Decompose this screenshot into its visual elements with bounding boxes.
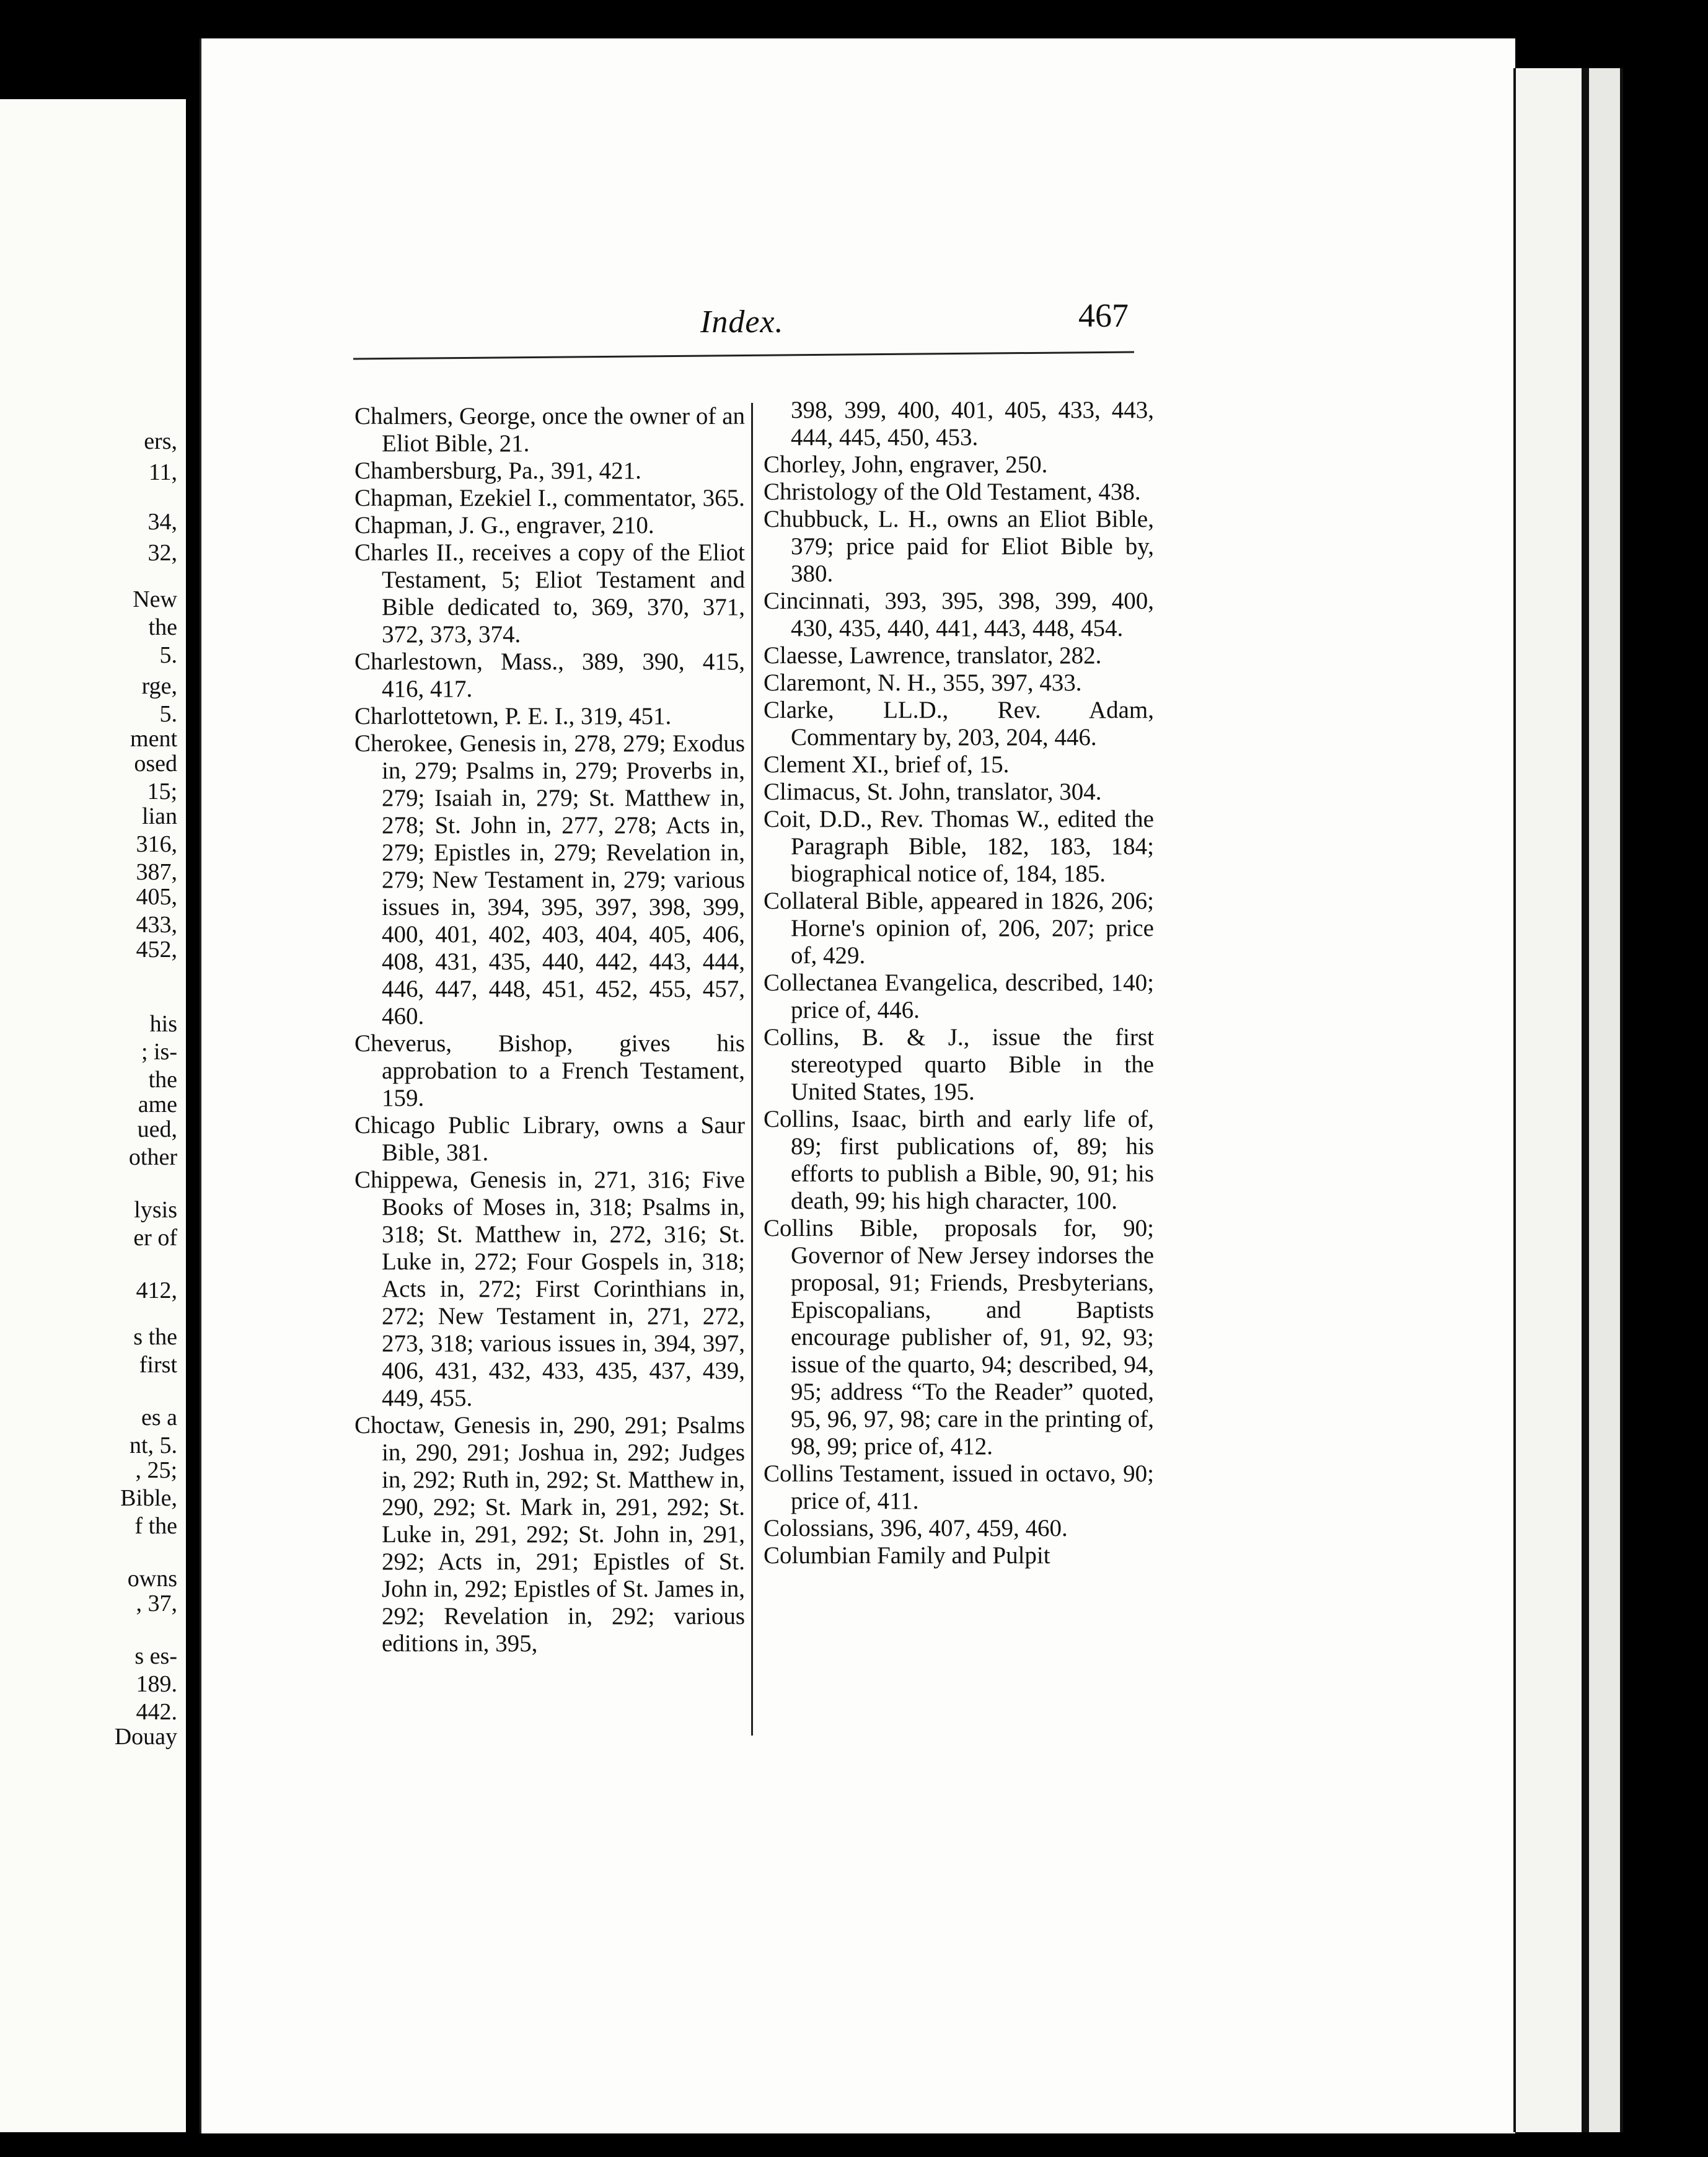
index-entry: Collins Testament, issued in octavo, 90; price of, 411. — [764, 1460, 1154, 1514]
index-entry: Claesse, Lawrence, translator, 282. — [764, 642, 1102, 669]
index-entry: Charlestown, Mass., 389, 390, 415, 416, 417. — [354, 648, 745, 702]
previous-page-line-end: 316, — [136, 831, 177, 857]
previous-page-line-end: osed — [134, 751, 177, 777]
previous-page-line-end: Douay — [114, 1724, 177, 1750]
index-entry: Collectanea Evangelica, described, 140; price of, 446. — [764, 969, 1154, 1023]
previous-page-line-end: ame — [138, 1092, 177, 1118]
index-entry: Charlottetown, P. E. I., 319, 451. — [354, 703, 672, 730]
previous-page-fragment — [0, 99, 186, 2132]
previous-page-line-end: 189. — [136, 1671, 177, 1697]
previous-page-line-end: es a — [141, 1405, 177, 1431]
index-entry: Collins, B. & J., issue the first stereotyped quarto Bible in the United States, 195. — [764, 1024, 1154, 1105]
previous-page-line-end: 5. — [159, 642, 177, 668]
index-entry: Chorley, John, engraver, 250. — [764, 451, 1048, 478]
index-entry: Collins Bible, proposals for, 90; Governor of New Jersey indorses the proposal, 91; Friends, Presbyterians, Episcopalians, and Baptists encourage publisher of, 91, 92, 93; issue of the quarto, 94; described, 94, 95; address “To the Reader” quoted, 95, 96, 97, 98; care in the printing of, 98, 99; price of, 412. — [764, 1215, 1154, 1460]
previous-page-line-end: lysis — [134, 1197, 177, 1223]
previous-page-line-end: 15; — [147, 779, 177, 805]
previous-page-line-end: Bible, — [120, 1485, 177, 1511]
previous-page-line-end: 442. — [136, 1699, 177, 1725]
index-entry: Chippewa, Genesis in, 271, 316; Five Books of Moses in, 318; Psalms in, 318; St. Matthew in, 272, 316; St. Luke in, 272; Four Gospels in, 318; Acts in, 272; First Corinthians in, 272; New Testament in, 271, 272, 273, 318; various issues in, 394, 397, 406, 431, 432, 433, 435, 437, 439, 449, 455. — [354, 1167, 745, 1411]
index-entry: Coit, D.D., Rev. Thomas W., edited the Paragraph Bible, 182, 183, 184; biographical notice of, 184, 185. — [764, 806, 1154, 887]
index-entry: Chubbuck, L. H., owns an Eliot Bible, 379; price paid for Eliot Bible by, 380. — [764, 506, 1154, 587]
index-entry: Collateral Bible, appeared in 1826, 206; Horne's opinion of, 206, 207; price of, 429. — [764, 888, 1154, 969]
previous-page-line-end: lian — [142, 803, 177, 829]
previous-page-line-end: 34, — [147, 509, 177, 535]
running-head: Index. — [700, 304, 784, 340]
previous-page-line-end: 387, — [136, 859, 177, 885]
index-entry: Cherokee, Genesis in, 278, 279; Exodus in, 279; Psalms in, 279; Proverbs in, 279; Isaiah in, 279; St. Matthew in, 278; St. John in, 277, 278; Acts in, 279; Epistles in, 279; Revelation in, 279; New Testament in, 279; various issues in, 394, 395, 397, 398, 399, 400, 401, 402, 403, 404, 405, 406, 408, 431, 435, 440, 442, 443, 444, 446, 447, 448, 451, 452, 455, 457, 460. — [354, 730, 745, 1030]
previous-page-line-end: f the — [134, 1513, 177, 1539]
index-entry: Chalmers, George, once the owner of an Eliot Bible, 21. — [354, 403, 745, 457]
previous-page-line-end: 405, — [136, 884, 177, 910]
index-entry: Columbian Family and Pulpit — [764, 1542, 1050, 1569]
index-column-left — [354, 403, 745, 1657]
page-stack-edge — [1513, 68, 1584, 2132]
index-entry: Chapman, Ezekiel I., commentator, 365. — [354, 485, 745, 511]
previous-page-line-end: ment — [130, 726, 177, 752]
previous-page-line-end: 412, — [136, 1277, 177, 1303]
previous-page-line-end: nt, 5. — [129, 1432, 177, 1458]
previous-page-line-end: ; is- — [141, 1039, 177, 1065]
previous-page-line-end: rge, — [141, 673, 177, 699]
index-entry: Claremont, N. H., 355, 397, 433. — [764, 669, 1082, 696]
previous-page-line-end: 32, — [147, 540, 177, 566]
previous-page-line-end: owns — [127, 1566, 177, 1592]
previous-page-line-end: other — [128, 1144, 177, 1170]
index-entry: Cincinnati, 393, 395, 398, 399, 400, 430, 435, 440, 441, 443, 448, 454. — [764, 588, 1154, 642]
index-entry: Christology of the Old Testament, 438. — [764, 479, 1141, 505]
previous-page-line-end: 452, — [136, 937, 177, 963]
previous-page-line-end: 5. — [159, 701, 177, 727]
index-entry: Choctaw, Genesis in, 290, 291; Psalms in, 290, 291; Joshua in, 292; Judges in, 292; Ruth in, 292; St. Matthew in, 290, 292; St. Mark in, 291, 292; St. Luke in, 291, 292; St. John in, 291, 292; Acts in, 291; Epistles of St. John in, 292; Epistles of St. James in, 292; Revelation in, 292; various editions in, 395, — [354, 1412, 745, 1657]
previous-page-line-end: the — [148, 1067, 177, 1093]
previous-page-line-end: the — [148, 614, 177, 640]
page-stack-outer-edge — [1589, 68, 1623, 2132]
column-divider — [751, 403, 753, 1736]
index-entry: Charles II., receives a copy of the Eliot Testament, 5; Eliot Testament and Bible dedicated to, 369, 370, 371, 372, 373, 374. — [354, 539, 745, 648]
previous-page-line-end: s the — [133, 1324, 177, 1350]
page-number: 467 — [1078, 297, 1129, 334]
index-entry: Chambersburg, Pa., 391, 421. — [354, 457, 641, 484]
index-entry: Colossians, 396, 407, 459, 460. — [764, 1515, 1068, 1542]
page-stack-shadow — [1582, 68, 1589, 2132]
index-entry: Clarke, LL.D., Rev. Adam, Commentary by, 203, 204, 446. — [764, 697, 1154, 751]
previous-page-line-end: , 25; — [135, 1457, 177, 1483]
previous-page-line-end: first — [139, 1352, 177, 1378]
previous-page-line-end: ers, — [144, 428, 177, 454]
previous-page-line-end: , 37, — [136, 1590, 177, 1617]
index-entry: Chapman, J. G., engraver, 210. — [354, 512, 654, 539]
previous-page-line-end: his — [149, 1011, 177, 1037]
previous-page-line-end: ued, — [137, 1116, 177, 1142]
previous-page-line-end: 433, — [136, 912, 177, 938]
index-entry: Chicago Public Library, owns a Saur Bible, 381. — [354, 1112, 745, 1166]
previous-page-line-end: 11, — [148, 459, 177, 485]
previous-page-line-end: s es- — [134, 1643, 177, 1669]
index-entry: Climacus, St. John, translator, 304. — [764, 779, 1102, 805]
previous-page-line-end: er of — [133, 1225, 177, 1251]
index-entry: Clement XI., brief of, 15. — [764, 751, 1010, 778]
index-entry: Collins, Isaac, birth and early life of, 89; first publications of, 89; his efforts to publish a Bible, 90, 91; his death, 99; his high character, 100. — [764, 1106, 1154, 1214]
index-entry: Cheverus, Bishop, gives his approbation to a French Testament, 159. — [354, 1030, 745, 1111]
index-entry: 398, 399, 400, 401, 405, 433, 443, 444, 445, 450, 453. — [791, 397, 1154, 451]
previous-page-line-end: New — [133, 586, 177, 612]
index-column-right — [764, 397, 1154, 1569]
